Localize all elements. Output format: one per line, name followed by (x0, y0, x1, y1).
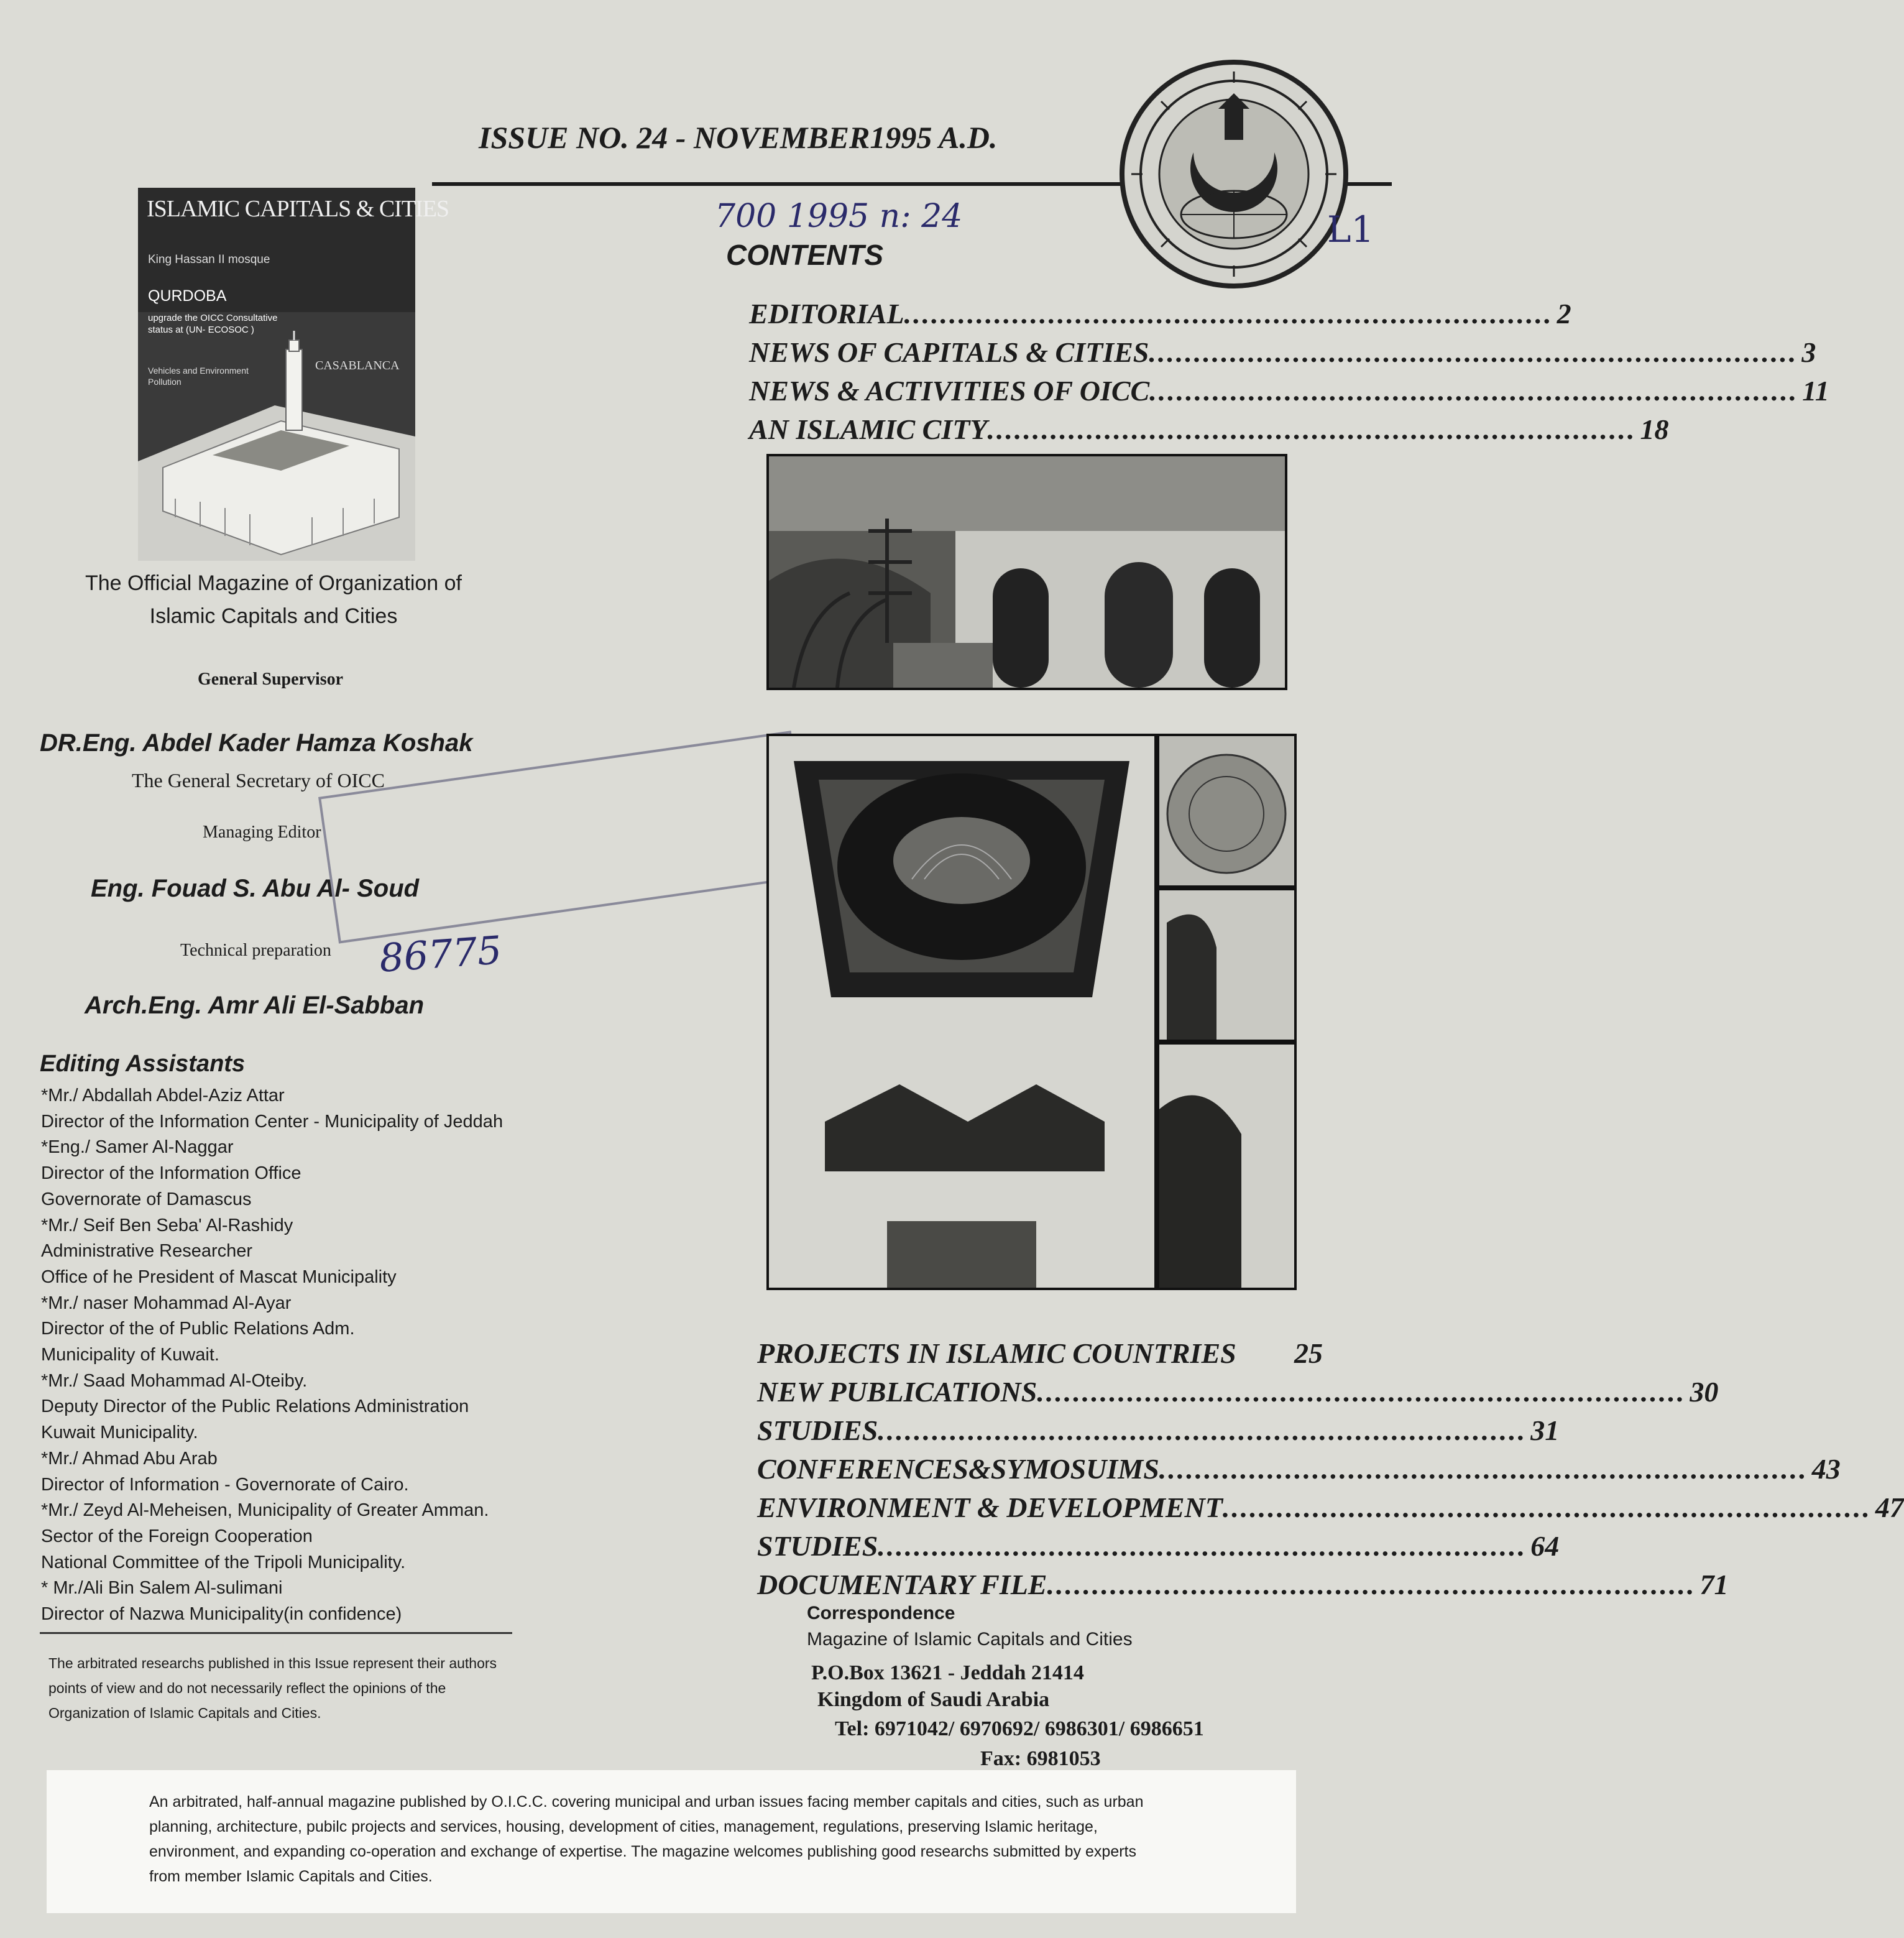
toc-item[interactable]: AN ISLAMIC CITY ........................................................................ 18 (749, 413, 1669, 445)
list-item: *Mr./ Ahmad Abu Arab (41, 1448, 218, 1469)
list-item: Director of the of Public Relations Adm. (41, 1319, 355, 1339)
ceiling-architecture-photo (766, 734, 1297, 1290)
correspondence-phone: Tel: 6971042/ 6970692/ 6986301/ 6986651 (835, 1717, 1204, 1740)
toc-bottom (757, 1337, 1904, 1607)
list-item: Office of he President of Mascat Municipality (41, 1267, 397, 1287)
toc-item[interactable]: ENVIRONMENT & DEVELOPMENT ........................................................................ 47 (757, 1492, 1904, 1523)
cover-city: CASABLANCA (315, 359, 400, 372)
list-item: *Mr./ Saad Mohammad Al-Oteiby. (41, 1370, 308, 1391)
disclaimer: The arbitrated researchs published in this Issue represent their authors points of view and do not necessarily reflect the opinions of the Organization of Islamic Capitals and Cities. (48, 1655, 497, 1721)
handwritten-mark: L1 (1327, 208, 1374, 251)
managing-editor-label: Managing Editor (203, 823, 321, 842)
official-magazine-caption: The Official Magazine of Organization of Islamic Capitals and Cities (85, 571, 462, 628)
toc-item[interactable]: STUDIES ........................................................................ 64 (757, 1530, 1560, 1562)
list-item: *Mr./ naser Mohammad Al-Ayar (41, 1293, 292, 1313)
editing-assistants-list (41, 1083, 638, 1628)
toc-item[interactable]: NEWS OF CAPITALS & CITIES ........................................................................ 3 (749, 336, 1816, 368)
list-item: *Mr./ Seif Ben Seba' Al-Rashidy (41, 1215, 293, 1235)
correspondence-magazine: Magazine of Islamic Capitals and Cities (807, 1629, 1133, 1650)
oicc-seal-logo (1119, 59, 1349, 289)
list-item: Kuwait Municipality. (41, 1423, 198, 1443)
list-item: Administrative Researcher (41, 1241, 253, 1262)
list-item: Deputy Director of the Public Relations Administration (41, 1396, 469, 1417)
correspondence-title: Correspondence (807, 1603, 955, 1623)
list-item: Director of Nazwa Municipality(in confidence) (41, 1604, 402, 1625)
toc-item[interactable]: STUDIES ........................................................................ 31 (757, 1414, 1560, 1446)
toc-item[interactable]: CONFERENCES&SYMOSUIMS ........................................................................ 43 (757, 1453, 1841, 1485)
correspondence-pobox: P.O.Box 13621 - Jeddah 21414 (811, 1661, 1084, 1684)
technical-preparation-label: Technical preparation (180, 941, 331, 960)
divider (40, 1632, 512, 1634)
toc-item[interactable]: DOCUMENTARY FILE ........................................................................ 71 (757, 1569, 1729, 1600)
cover-subtitle: King Hassan II mosque (148, 253, 270, 266)
cover-title: ISLAMIC CAPITALS & CITIES (147, 196, 449, 222)
toc-top (749, 297, 1829, 451)
stamp-number: 86775 (377, 927, 504, 981)
cover-headline: Vehicles and Environment Pollution (148, 366, 249, 387)
magazine-cover (138, 188, 449, 561)
toc-item[interactable]: NEW PUBLICATIONS ........................................................................ 30 (757, 1376, 1719, 1408)
technical-preparation-name: Arch.Eng. Amr Ali El-Sabban (85, 992, 424, 1019)
list-item: Director of the Information Center - Municipality of Jeddah (41, 1111, 504, 1132)
list-item: *Mr./ Zeyd Al-Meheisen, Municipality of Greater Amman. (41, 1500, 489, 1521)
mosque-illustration (138, 312, 415, 561)
list-item: Director of the Information Office (41, 1163, 301, 1184)
editing-assistants-title: Editing Assistants (40, 1051, 246, 1077)
library-stamp (318, 731, 812, 944)
general-supervisor-role: The General Secretary of OICC (132, 769, 385, 791)
managing-editor-name: Eng. Fouad S. Abu Al- Soud (91, 875, 420, 902)
list-item: *Mr./ Abdallah Abdel-Aziz Attar (41, 1086, 285, 1105)
list-item: National Committee of the Tripoli Municipality. (41, 1552, 406, 1572)
toc-item[interactable]: EDITORIAL ........................................................................ 2 (749, 298, 1571, 330)
issue-title: ISSUE NO. 24 - NOVEMBER1995 A.D. (479, 120, 998, 155)
general-supervisor-name: DR.Eng. Abdel Kader Hamza Koshak (40, 729, 473, 757)
magazine-description: An arbitrated, half-annual magazine published by O.I.C.C. covering municipal and urban issues facing member capitals and cities, such as urban planning, architecture, pubilc projects and services, housing, development of cities, management, regulations, preserving Islamic heritage, environment, and expanding co-operation and exchange of expertise. The magazine welcomes publishing good researchs submitted by experts from member Islamic Capitals and Cities. (149, 1793, 1144, 1885)
correspondence-country: Kingdom of Saudi Arabia (817, 1688, 1050, 1711)
general-supervisor-label: General Supervisor (198, 670, 344, 689)
list-item: Governorate of Damascus (41, 1189, 252, 1209)
list-item: Director of Information - Governorate of Cairo. (41, 1474, 409, 1495)
courtyard-photo (766, 454, 1287, 690)
list-item: * Mr./Ali Bin Salem Al-sulimani (41, 1578, 283, 1599)
cover-headline: QURDOBA (148, 287, 227, 305)
toc-item[interactable]: NEWS & ACTIVITIES OF OICC ........................................................................ 11 (749, 375, 1829, 407)
handwritten-note: 700 1995 n: 24 (715, 198, 963, 235)
correspondence-fax: Fax: 6981053 (980, 1747, 1101, 1770)
cover-headline: upgrade the OICC Consultative status at (UN- ECOSOC ) (148, 313, 278, 335)
list-item: *Eng./ Samer Al-Naggar (41, 1137, 234, 1158)
list-item: Sector of the Foreign Cooperation (41, 1526, 313, 1546)
contents-title: CONTENTS (726, 239, 883, 271)
list-item: Municipality of Kuwait. (41, 1345, 219, 1365)
toc-item[interactable]: PROJECTS IN ISLAMIC COUNTRIES 25 (757, 1337, 1323, 1369)
